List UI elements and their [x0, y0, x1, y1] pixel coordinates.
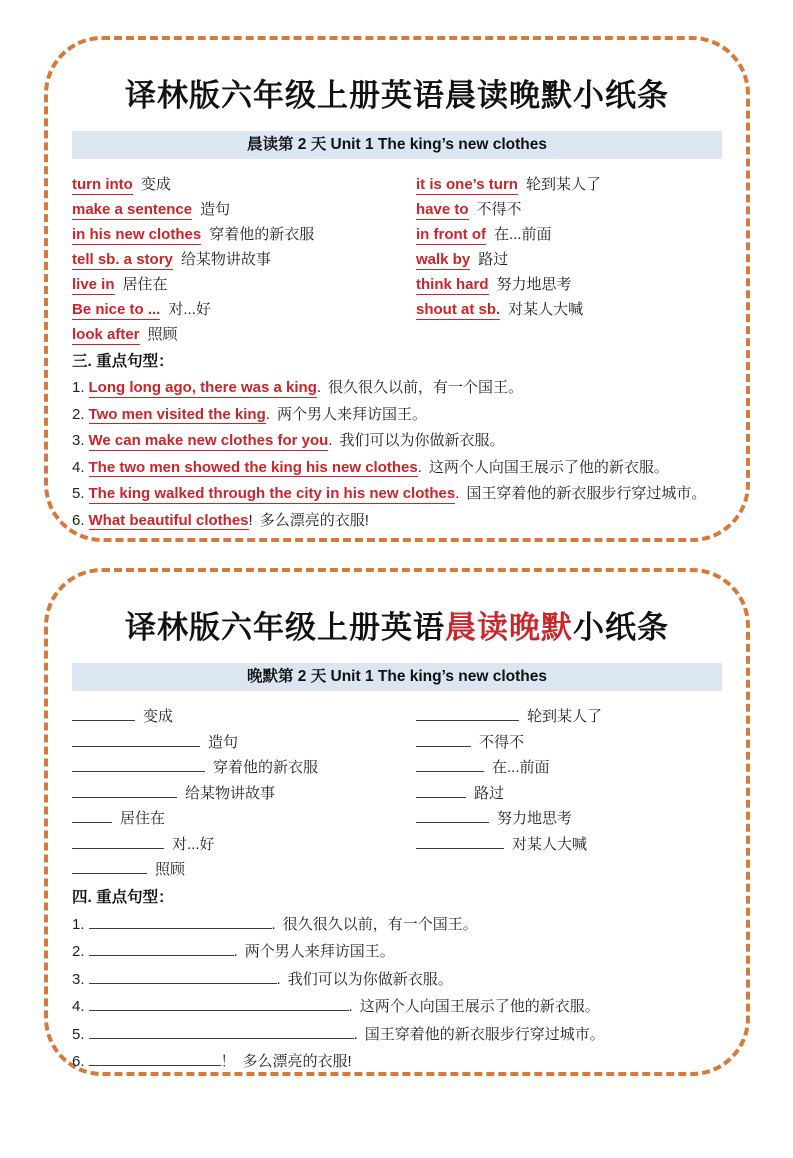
answer-blank [89, 997, 349, 1011]
answer-blank [416, 784, 466, 798]
blank-sentence-list [70, 911, 724, 1076]
phrase-english: Be nice to ... [72, 301, 161, 318]
phrase-chinese: 路过 [474, 784, 505, 802]
sentence-punct: . [271, 915, 276, 933]
blank-column-right [416, 704, 724, 883]
sentence-chinese: 我们可以为你做新衣服。 [287, 970, 453, 988]
answer-blank [72, 758, 205, 772]
phrase-row [72, 297, 416, 322]
sentence-punct: ！ [220, 1053, 236, 1070]
phrase-chinese: 在...前面 [493, 226, 552, 243]
phrase-chinese: 照顾 [147, 326, 178, 343]
answer-blank [416, 809, 489, 823]
answer-blank [416, 835, 504, 849]
phrase-english: walk by [416, 251, 471, 268]
phrase-chinese: 穿着他的新衣服 [209, 226, 315, 243]
phrase-english: tell sb. a story [72, 251, 173, 268]
phrase-english: live in [72, 276, 115, 293]
answer-blank [72, 784, 177, 798]
section-heading-four: 四. 重点句型： [72, 888, 174, 906]
page-title [70, 602, 724, 647]
phrase-english: turn into [72, 176, 133, 193]
phrase-chinese: 照顾 [155, 861, 186, 878]
blank-column-left [72, 704, 416, 883]
answer-blank [89, 942, 234, 956]
evening-dictation-card [44, 568, 750, 1076]
sentence-number: 2. [72, 405, 85, 423]
phrase-row [416, 272, 724, 297]
answer-blank [72, 835, 164, 849]
sentence-punct: . [417, 458, 422, 476]
sentence-punct: . [353, 1025, 358, 1043]
answer-blank [416, 758, 484, 772]
answer-blank [89, 970, 277, 984]
phrase-row [416, 172, 724, 197]
phrase-chinese: 对...好 [172, 835, 215, 853]
blank-phrase-row [416, 755, 724, 781]
phrase-chinese: 对某人大喊 [512, 835, 588, 853]
title-post: 小纸条 [573, 610, 669, 645]
sentence-row [70, 455, 724, 482]
blank-phrase-row [72, 832, 416, 858]
phrase-chinese: 给某物讲故事 [185, 784, 276, 802]
sentence-english: Two men visited the king [88, 405, 266, 423]
unit-header-morning: 晨读第 2 天 Unit 1 The king’s new clothes [72, 131, 722, 159]
sentence-number: 4. [72, 458, 85, 476]
sentence-row [70, 481, 724, 508]
sentence-number: 6. [72, 1053, 85, 1070]
sentence-number: 6. [72, 511, 85, 529]
phrase-column-right [416, 172, 724, 347]
phrase-row [72, 172, 416, 197]
blank-phrase-row [72, 781, 416, 807]
blank-sentence-row [70, 1021, 724, 1049]
sentence-chinese: 国王穿着他的新衣服步行穿过城市。 [466, 485, 707, 502]
sentence-list [70, 375, 724, 534]
blank-sentence-row [70, 966, 724, 994]
blank-phrase-row [416, 781, 724, 807]
phrase-chinese: 不得不 [479, 733, 525, 751]
phrase-row [72, 197, 416, 222]
blank-phrase-row [416, 832, 724, 858]
sentence-chinese: 多么漂亮的衣服! [259, 511, 369, 529]
sentence-english: What beautiful clothes [88, 511, 249, 529]
blank-phrase-row [72, 730, 416, 756]
phrase-english: it is one’s turn [416, 176, 518, 193]
sentence-chinese: 我们可以为你做新衣服。 [339, 432, 505, 449]
phrase-chinese: 造句 [208, 733, 239, 751]
sentence-chinese: 国王穿着他的新衣服步行穿过城市。 [364, 1025, 605, 1043]
blank-phrase-row [72, 857, 416, 883]
phrase-english: look after [72, 326, 140, 343]
phrase-english: make a sentence [72, 201, 193, 218]
phrase-list [70, 172, 724, 347]
blank-phrase-row [72, 755, 416, 781]
sentence-number: 3. [72, 970, 85, 988]
sentence-punct: . [455, 485, 460, 502]
sentence-chinese: 很久很久以前，有一个国王。 [328, 379, 524, 396]
sentence-number: 2. [72, 943, 85, 960]
blank-phrase-row [72, 806, 416, 832]
answer-blank [89, 1025, 354, 1039]
sentence-punct: ! [248, 511, 253, 529]
sentence-row [70, 402, 724, 429]
answer-blank [72, 733, 200, 747]
blank-sentence-row [70, 1048, 724, 1076]
sentence-english: The two men showed the king his new clothes [88, 458, 418, 476]
sentence-number: 3. [72, 432, 85, 449]
phrase-chinese: 变成 [143, 708, 174, 725]
sentence-english: The king walked through the city in his new clothes [88, 485, 456, 502]
blank-phrase-row [72, 704, 416, 730]
answer-blank [416, 707, 519, 721]
phrase-chinese: 造句 [200, 201, 231, 218]
answer-blank [89, 1052, 221, 1066]
phrase-english: have to [416, 201, 469, 218]
blank-phrase-list [70, 704, 724, 883]
blank-phrase-row [416, 806, 724, 832]
sentence-punct: . [276, 970, 281, 988]
sentence-chinese: 很久很久以前，有一个国王。 [282, 915, 478, 933]
phrase-english: in his new clothes [72, 226, 202, 243]
sentence-chinese: 两个男人来拜访国王。 [276, 405, 427, 423]
phrase-row [416, 297, 724, 322]
sentence-number: 4. [72, 998, 85, 1015]
sentence-punct: . [316, 379, 322, 396]
phrase-chinese: 居住在 [120, 810, 166, 827]
phrase-row [416, 247, 724, 272]
phrase-chinese: 轮到某人了 [527, 708, 603, 725]
phrase-chinese: 给某物讲故事 [180, 251, 271, 268]
sentence-punct: . [265, 405, 270, 423]
sentence-punct: . [328, 432, 333, 449]
blank-sentence-row [70, 911, 724, 939]
sentence-row [70, 428, 724, 455]
phrase-english: shout at sb. [416, 301, 501, 318]
blank-phrase-row [416, 730, 724, 756]
phrase-chinese: 对某人大喊 [508, 301, 584, 318]
phrase-english: think hard [416, 276, 489, 293]
page-title: 译林版六年级上册英语晨读晚默小纸条 [125, 78, 669, 113]
phrase-chinese: 变成 [140, 176, 171, 193]
morning-reading-card [44, 36, 750, 542]
sentence-number: 5. [72, 1025, 85, 1043]
sentence-punct: . [348, 998, 353, 1015]
answer-blank [72, 860, 147, 874]
sentence-number: 1. [72, 379, 85, 396]
phrase-row [72, 322, 416, 347]
title-pre: 译林版六年级上册英语 [125, 610, 445, 645]
sentence-number: 1. [72, 915, 85, 933]
sentence-chinese: 这两个人向国王展示了他的新衣服。 [359, 998, 600, 1015]
phrase-row [72, 247, 416, 272]
phrase-chinese: 居住在 [122, 276, 168, 293]
blank-sentence-row [70, 938, 724, 966]
phrase-row [72, 222, 416, 247]
title-highlight: 晨读晚默 [445, 610, 573, 645]
phrase-row [416, 197, 724, 222]
phrase-chinese: 轮到某人了 [525, 176, 601, 193]
answer-blank [72, 809, 112, 823]
blank-sentence-row [70, 993, 724, 1021]
answer-blank [416, 733, 471, 747]
sentence-punct: . [233, 943, 238, 960]
phrase-chinese: 路过 [478, 251, 509, 268]
phrase-chinese: 穿着他的新衣服 [213, 759, 319, 776]
unit-header-evening: 晚默第 2 天 Unit 1 The king’s new clothes [72, 663, 722, 691]
answer-blank [89, 915, 272, 929]
sentence-row [70, 375, 724, 402]
sentence-row [70, 508, 724, 535]
phrase-chinese: 对...好 [168, 301, 211, 318]
phrase-chinese: 在...前面 [492, 759, 550, 776]
phrase-column-left [72, 172, 416, 347]
section-heading-three: 三. 重点句型： [72, 353, 174, 370]
sentence-number: 5. [72, 485, 85, 502]
phrase-row [72, 272, 416, 297]
phrase-row [416, 222, 724, 247]
answer-blank [72, 707, 135, 721]
phrase-english: in front of [416, 226, 486, 243]
sentence-chinese: 这两个人向国王展示了他的新衣服。 [428, 458, 669, 476]
phrase-chinese: 努力地思考 [496, 276, 572, 293]
phrase-chinese: 努力地思考 [497, 810, 573, 827]
blank-phrase-row [416, 704, 724, 730]
sentence-chinese: 多么漂亮的衣服! [242, 1053, 352, 1070]
sentence-chinese: 两个男人来拜访国王。 [244, 943, 395, 960]
sentence-english: Long long ago, there was a king [88, 379, 317, 396]
phrase-chinese: 不得不 [476, 201, 522, 218]
sentence-english: We can make new clothes for you [88, 432, 329, 449]
